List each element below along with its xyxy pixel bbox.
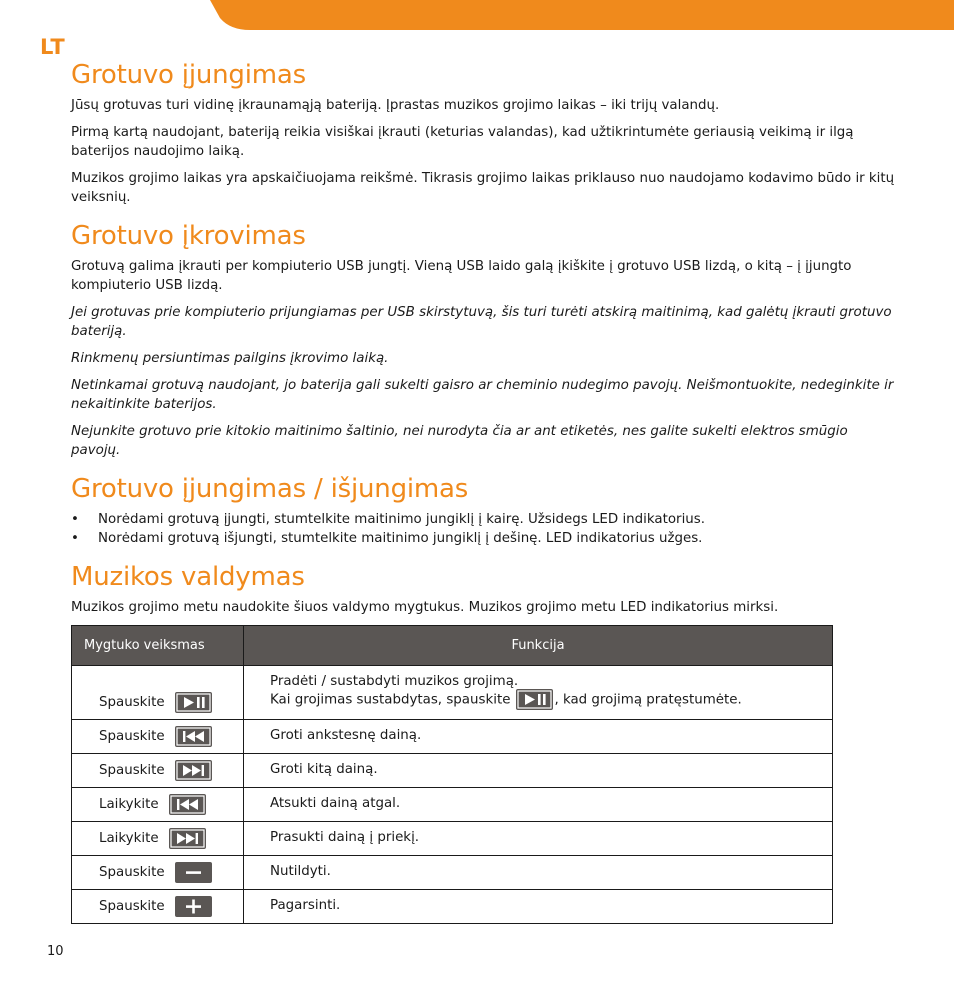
function-cell	[244, 890, 833, 924]
action-cell	[72, 720, 244, 754]
function-cell	[244, 720, 833, 754]
paragraph: Pirmą kartą naudojant, bateriją reikia visiškai įkrauti (keturias valandas), kad užtikrintumėte geriausią veikimą ir ilgą baterijos naudojimo laiką.	[71, 125, 854, 159]
action-cell	[72, 856, 244, 890]
previous-track-icon	[175, 726, 212, 747]
list-item-text: Norėdami grotuvą išjungti, stumtelkite maitinimo jungiklį į dešinę. LED indikatorius užges.	[98, 531, 703, 546]
function-text: Prasukti dainą į priekį.	[270, 830, 420, 845]
function-cell	[244, 666, 833, 720]
function-cell	[244, 754, 833, 788]
function-text: Groti ankstesnę dainą.	[270, 728, 422, 743]
section-power-on	[71, 58, 901, 207]
action-label: Spauskite	[99, 695, 165, 710]
section-music-control	[71, 560, 901, 924]
play-pause-icon	[516, 689, 553, 710]
action-label: Spauskite	[99, 729, 165, 744]
action-cell	[72, 822, 244, 856]
header-accent-band	[210, 0, 954, 30]
paragraph: Muzikos grojimo metu naudokite šiuos valdymo mygtukus. Muzikos grojimo metu LED indikatorius mirksi.	[71, 600, 779, 615]
bullet: •	[71, 512, 79, 527]
function-text-part: Kai grojimas sustabdytas, spauskite	[270, 692, 511, 708]
table-row	[72, 720, 833, 754]
bullet-list	[71, 510, 901, 548]
controls-table	[71, 625, 833, 924]
table-header-row	[72, 626, 833, 666]
section-title: Grotuvo įjungimas	[71, 60, 306, 90]
function-text: Atsukti dainą atgal.	[270, 796, 401, 811]
action-label: Spauskite	[99, 763, 165, 778]
note: Rinkmenų persiuntimas pailgins įkrovimo laiką.	[71, 351, 389, 366]
action-label: Laikykite	[99, 831, 159, 846]
paragraph: Jūsų grotuvas turi vidinę įkraunamąją bateriją. Įprastas muzikos grojimo laikas – iki trijų valandų.	[71, 98, 720, 113]
bullet: •	[71, 531, 79, 546]
function-cell	[244, 822, 833, 856]
note: Netinkamai grotuvą naudojant, jo baterija gali sukelti gaisro ar cheminio nudegimo pavojų. Neišmontuokite, nedeginkite ir nekaitinkite baterijos.	[71, 378, 894, 412]
action-label: Laikykite	[99, 797, 159, 812]
function-text: Nutildyti.	[270, 864, 331, 879]
function-text: Pradėti / sustabdyti muzikos grojimą.	[270, 674, 519, 689]
note: Nejunkite grotuvo prie kitokio maitinimo šaltinio, nei nurodyta čia ar ant etiketės, nes galite sukelti elektros smūgio pavojų.	[71, 424, 848, 458]
note: Jei grotuvas prie kompiuterio prijungiamas per USB skirstytuvą, šis turi turėti atskirą maitinimą, kad galėtų įkrauti grotuvo bateriją.	[71, 305, 892, 339]
function-text: Groti kitą dainą.	[270, 762, 378, 777]
page-content	[71, 58, 901, 936]
table-row	[72, 890, 833, 924]
previous-track-icon	[169, 794, 206, 815]
paragraph: Grotuvą galima įkrauti per kompiuterio USB jungtį. Vieną USB laido galą įkiškite į grotuvo USB lizdą, o kitą – į įjungto kompiuterio USB lizdą.	[71, 259, 852, 293]
next-track-icon	[175, 760, 212, 781]
function-cell	[244, 788, 833, 822]
section-title: Grotuvo įjungimas / išjungimas	[71, 474, 469, 504]
list-item	[71, 510, 901, 529]
function-text-part: , kad grojimą pratęstumėte.	[554, 692, 742, 708]
action-label: Spauskite	[99, 899, 165, 914]
action-label: Spauskite	[99, 865, 165, 880]
table-row	[72, 666, 833, 720]
play-pause-icon	[175, 692, 212, 713]
section-charging	[71, 219, 901, 460]
section-title: Grotuvo įkrovimas	[71, 221, 306, 251]
paragraph: Muzikos grojimo laikas yra apskaičiuojama reikšmė. Tikrasis grojimo laikas priklauso nuo naudojamo kodavimo būdo ir kitų veiksnių.	[71, 171, 895, 205]
column-header: Funkcija	[244, 626, 833, 666]
action-cell	[72, 890, 244, 924]
next-track-icon	[169, 828, 206, 849]
list-item-text: Norėdami grotuvą įjungti, stumtelkite maitinimo jungiklį į kairę. Užsidegs LED indikatorius.	[98, 512, 706, 527]
table-row	[72, 822, 833, 856]
minus-icon	[175, 862, 212, 883]
function-text: Pagarsinti.	[270, 898, 341, 913]
table-row	[72, 856, 833, 890]
column-header: Mygtuko veiksmas	[72, 626, 244, 666]
table-row	[72, 754, 833, 788]
plus-icon	[175, 896, 212, 917]
page-number: 10	[47, 944, 64, 959]
table-row	[72, 788, 833, 822]
function-text	[270, 689, 832, 710]
language-code: LT	[40, 35, 66, 59]
action-cell	[72, 788, 244, 822]
section-title: Muzikos valdymas	[71, 562, 305, 592]
action-cell	[72, 666, 244, 720]
list-item	[71, 529, 901, 548]
function-cell	[244, 856, 833, 890]
action-cell	[72, 754, 244, 788]
section-on-off	[71, 472, 901, 548]
